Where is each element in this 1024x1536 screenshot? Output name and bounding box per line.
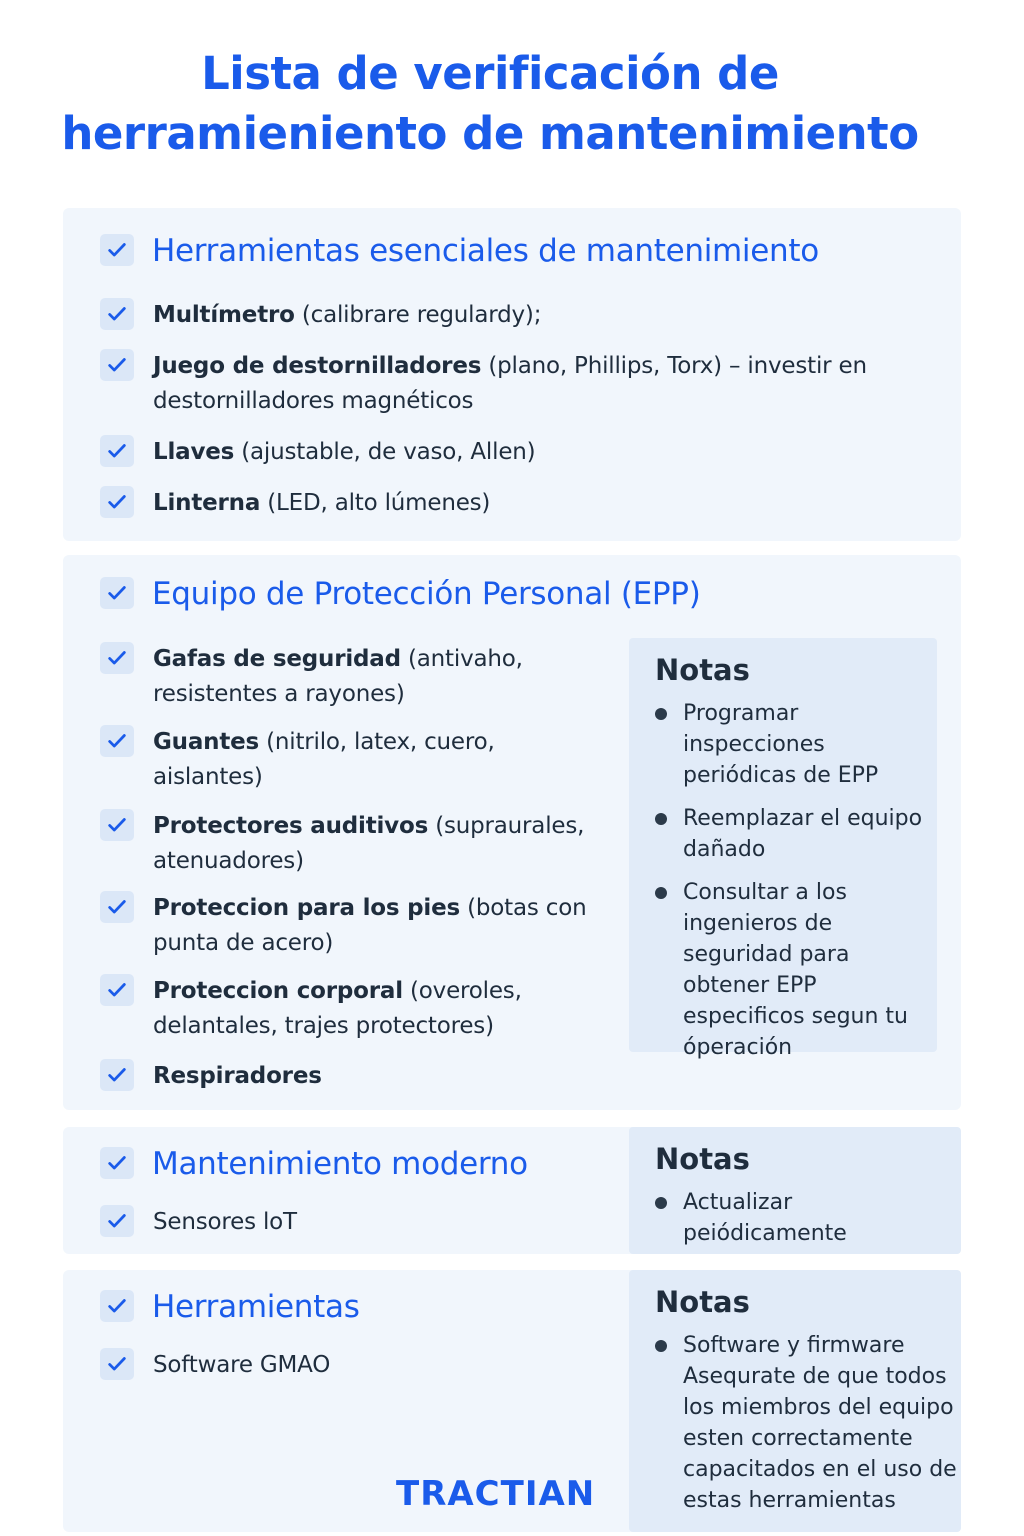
item-detail: (ajustable, de vaso, Allen) [234,439,536,465]
bullet-icon [655,1340,667,1352]
item-detail: (nitrilo, latex, cuero, aislantes) [153,729,495,790]
checklist-item [100,486,913,521]
check-icon [106,896,128,918]
section-heading-row [100,1147,528,1181]
check-icon [106,647,128,669]
item-text [153,809,603,879]
item-bold: Proteccion para los pies [153,895,461,921]
section-heading: Equipo de Protección Personal (EPP) [152,576,701,612]
item-detail: Software GMAO [153,1352,331,1378]
section-heading: Mantenimiento moderno [152,1146,528,1182]
notes-box [629,1127,961,1254]
item-text [153,435,913,470]
checkbox[interactable] [100,349,134,381]
note-text: Reemplazar el equipo dañado [683,806,923,862]
section-essential-tools [63,208,961,541]
check-icon [106,440,128,462]
checklist-item [100,435,913,470]
section-heading-row [100,234,819,268]
section-heading: Herramientas esenciales de mantenimiento [152,233,819,269]
bullet-icon [655,813,667,825]
item-detail: Sensores loT [153,1209,297,1235]
section-heading-row [100,577,701,611]
title-line-2: herramieniento de mantenimiento [61,107,919,160]
section-modern-maintenance [63,1127,961,1254]
check-icon [106,1152,128,1174]
item-bold: Gafas de seguridad [153,646,401,672]
notes-title: Notas [655,653,750,687]
item-text [153,298,913,333]
item-text [153,349,913,419]
tractian-logo: TRACTIAN [396,1474,596,1514]
checkbox[interactable] [100,298,134,330]
check-icon [106,730,128,752]
checkbox[interactable] [100,1348,134,1380]
item-bold: Guantes [153,729,260,755]
note-item [655,1330,961,1516]
item-text [153,1205,297,1240]
item-detail: (overoles, delantales, trajes protectores) [153,978,522,1039]
checklist-item [100,974,603,1044]
checkbox[interactable] [100,1147,134,1179]
check-icon [106,1064,128,1086]
section-ppe [63,555,961,1110]
check-icon [106,582,128,604]
note-item [655,877,937,1063]
checkbox[interactable] [100,486,134,518]
checkbox[interactable] [100,974,134,1006]
check-icon [106,814,128,836]
notes-box [629,1270,961,1532]
check-icon [106,239,128,261]
item-bold: Respiradores [153,1063,322,1089]
checklist-item [100,349,913,419]
checkbox[interactable] [100,891,134,923]
bullet-icon [655,1197,667,1209]
note-text: Software y firmware Asequrate de que todos los miembros del equipo esten correctamente capacitados en el uso de estas herramientas [683,1333,957,1513]
bullet-icon [655,887,667,899]
item-detail: (plano, Phillips, Torx) – investir en destornilladores magnéticos [153,353,867,414]
note-text: Consultar a los ingenieros de seguridad para obtener EPP especificos segun tu óperación [683,880,908,1060]
check-icon [106,1295,128,1317]
checklist-item [100,809,603,879]
bullet-icon [655,708,667,720]
item-detail: (LED, alto lúmenes) [260,490,491,516]
checklist-item [100,725,603,795]
item-detail: (calibrare regulardy); [294,302,542,328]
note-item [655,803,937,865]
checkbox[interactable] [100,725,134,757]
checkbox[interactable] [100,809,134,841]
check-icon [106,491,128,513]
checklist-item [100,891,603,961]
check-icon [106,354,128,376]
checklist-item [100,1348,330,1383]
item-text [153,891,603,961]
notes-title: Notas [655,1285,750,1319]
item-text [153,486,913,521]
item-bold: Protectores auditivos [153,813,429,839]
item-bold: Proteccion corporal [153,978,403,1004]
note-item [655,698,937,791]
checklist-item [100,1205,297,1240]
item-text [153,1059,603,1094]
page-title [0,44,980,164]
item-text [153,725,603,795]
checkbox[interactable] [100,1290,134,1322]
checklist-item [100,298,913,333]
check-icon [106,303,128,325]
checkbox[interactable] [100,642,134,674]
checkbox[interactable] [100,435,134,467]
section-heading: Herramientas [152,1289,360,1325]
item-bold: Linterna [153,490,261,516]
note-text: Programar inspecciones periódicas de EPP [683,701,879,788]
note-text: Actualizar peiódicamente [683,1190,847,1246]
checkbox[interactable] [100,234,134,266]
check-icon [106,1210,128,1232]
checkbox[interactable] [100,577,134,609]
item-text [153,974,603,1044]
item-bold: Juego de destornilladores [153,353,482,379]
notes-box [629,638,937,1060]
notes-title: Notas [655,1142,750,1176]
note-item [655,1187,961,1249]
item-bold: Llaves [153,439,235,465]
checkbox[interactable] [100,1205,134,1237]
checklist-item [100,1059,603,1094]
check-icon [106,979,128,1001]
item-detail: (botas con punta de acero) [153,895,587,956]
item-text [153,642,603,712]
checkbox[interactable] [100,1059,134,1091]
item-bold: Multímetro [153,302,295,328]
title-line-1: Lista de verificación de [201,47,779,100]
item-text [153,1348,330,1383]
section-heading-row [100,1290,360,1324]
check-icon [106,1353,128,1375]
item-detail: (antivaho, resistentes a rayones) [153,646,523,707]
checklist-item [100,642,603,712]
item-detail: (supraurales, atenuadores) [153,813,585,874]
